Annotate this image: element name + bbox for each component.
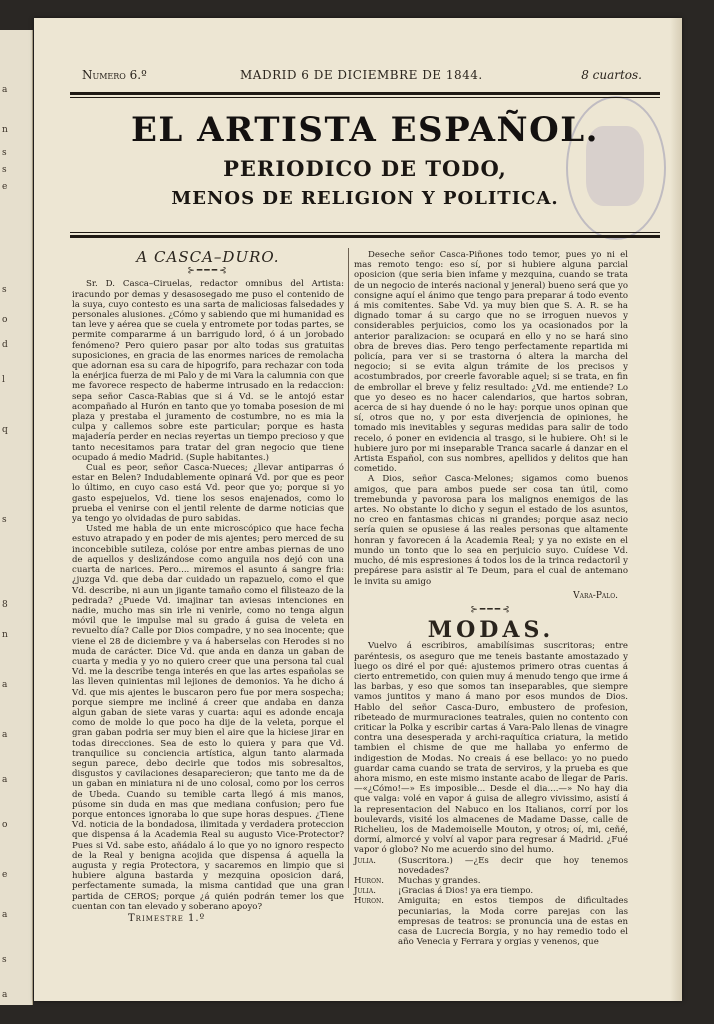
margin-fragment: d bbox=[2, 340, 8, 350]
dialog-line bbox=[354, 856, 628, 876]
dialog-speaker: Julia. bbox=[354, 886, 376, 897]
margin-fragment: n bbox=[2, 630, 8, 640]
margin-fragment: s bbox=[2, 148, 7, 158]
newspaper-motto: MENOS DE RELIGION Y POLITICA. bbox=[171, 188, 559, 209]
dialog-text: (Suscritora.) —¿Es decir que hoy tenemos novedades? bbox=[398, 855, 628, 876]
margin-fragment: 8 bbox=[2, 600, 8, 610]
margin-fragment: a bbox=[2, 775, 8, 785]
margin-fragment: a bbox=[2, 990, 8, 1000]
issue-number: Numero 6.º bbox=[82, 68, 147, 82]
article-paragraph: Sr. D. Casca–Ciruelas, redactor omnibus del Artista: iracundo por demas y desasosegado me puso el contenido de la suya, cuyo contesto es una sarta de maliciosas falsedades y personales alusiones. ¿Cómo y sabiendo que mi humanidad es tan leve y aérea que se cuela y entromete por todas partes, se permite compararme á un barrigudo lord, ó á un jorobado fenómeno? Pero quiero pasar por alto todas sus gratuitas suposiciones, en gracia de las enormes narices de remolacha que adornan esa su cara de hipogrifo, para rechazar con toda la enérjica fuerza de mi Palo y de mi Vara la calumnia con que me favorece respecto de haberme intrusado en la redaccion: sepa señor Casca-Rabias que si á Vd. se le antojó estar acompañado al Hurón en tanto que yo tomaba posesion de mi plaza y prestaba el juramento de costumbre, no es mia la culpa y callemos sobre este particular; porque es hasta majadería perder en necias reyertas un tiempo precioso y que tanto necesitamos para tratar del gran negocio que tiene ocupado á medio Madrid. (Suple habitantes.) bbox=[72, 279, 344, 463]
margin-fragment: a bbox=[2, 910, 8, 920]
margin-fragment: l bbox=[2, 375, 5, 385]
margin-fragment: e bbox=[2, 182, 8, 192]
dialog-text: Muchas y grandes. bbox=[398, 875, 481, 886]
margin-fragment: n bbox=[2, 125, 8, 135]
dialog-speaker: Huron. bbox=[354, 875, 384, 886]
column-divider bbox=[348, 248, 349, 888]
trimestre-footer: Trimestre 1.º bbox=[128, 913, 206, 924]
newspaper-page bbox=[34, 18, 682, 1001]
margin-fragment: s bbox=[2, 285, 7, 295]
adjacent-page-edge bbox=[0, 30, 33, 1005]
masthead-rule-bottom-thin bbox=[70, 232, 660, 233]
ornament-divider: ⊱━━━⊰ bbox=[187, 266, 229, 277]
newspaper-title: EL ARTISTA ESPAÑOL. bbox=[131, 110, 599, 150]
margin-fragment: e bbox=[2, 870, 8, 880]
margin-fragment: s bbox=[2, 165, 7, 175]
ornament-divider: ⊱━━━⊰ bbox=[470, 604, 512, 615]
issue-date: MADRID 6 DE DICIEMBRE DE 1844. bbox=[240, 68, 483, 82]
dialog-line bbox=[354, 896, 628, 947]
newspaper-subtitle: PERIODICO DE TODO, bbox=[223, 156, 507, 181]
dialog-speaker: Julia. bbox=[354, 855, 376, 866]
left-column bbox=[72, 250, 344, 924]
article-signature: Vara-Palo. bbox=[573, 590, 618, 601]
section-title-modas: MODAS. bbox=[427, 617, 555, 644]
article-paragraph: A Dios, señor Casca-Melones; sigamos como buenos amigos, que para ambos puede ser cosa tan útil, como tremebunda y pavorosa para los malignos enemigos de las artes. No obstante lo dicho y segun el estado de los asuntos, no creo en fantasmas chicas ni grandes; porque asaz necio sería quien se opusiese á las reales personas que altamente honran y favorecen á la Academia Real; y ya no existe en el mundo un tonto que lo sea en perjuicio suyo. Cuídese Vd. mucho, dé mis espresiones á todos los de la trinca redactoril y prepárese para asistir al Te Deum, para el cual de antemano le invita su amigo bbox=[354, 474, 628, 587]
article-title-casca-duro: A CASCA–DURO. bbox=[136, 248, 280, 266]
margin-fragment: o bbox=[2, 315, 8, 325]
margin-fragment: o bbox=[2, 820, 8, 830]
article-paragraph: Vuelvo á escribiros, amabilísimas suscritoras; entre paréntesis, os aseguro que me teneis bastante amostazado y luego os diré el por qué: ajustemos primero otras cuentas á cierto entremetido, con quien muy á menudo tengo que irme á las barbas, y eso que somos tan inseparables, que siempre vamos juntitos y mano á mano por esos mundos de Dios. Hablo del señor Casca-Duro, embustero de profesion, ribeteado de murmuraciones teatrales, quien no contento con criticar la Polka y escribir cartas á Vara-Palo llenas de vinagre contra una desesperada y archi-raquítica criatura, la metido tambien el chisme de que me hallaba yo enfermo de indigestion de Modas. No creais á ese bellaco: yo no puedo guardar cama cuando se trata de serviros, y la prueba es que ahora mismo, en este mismo instante acabo de llegar de Paris.—«¿Cómo!—» Es imposible... Desde el dia....—» No hay dia que valga: volé en vapor á guisa de allegro vivissimo, asistí á la representacion del Nabuco en los Italianos, corrí por los boulevards, visité los almacenes de Madame Dasse, calle de Richelieu, los de Mademoiselle Mouton, y otros; oí, mi, ceñé, dormí, almorcé y volví al vapor para regresar á Madrid. ¿Fué vapor ó globo? No me acuerdo sino del humo. bbox=[354, 641, 628, 856]
article-paragraph: Usted me habla de un ente microscópico que hace fecha estuvo atrapado y en poder de mis ajentes; pero merced de su inconcebible sutileza, colóse por entre ambas piernas de uno de aquellos y deslizándose como anguila nos dejó con una cuarta de narices. Pero.... miremos el asunto á sangre fria: ¿juzga Vd. que deba dar cuidado un rapazuelo, como el que Vd. describe, ni aun un jigante tamaño como el filisteazo de la pedrada? ¿Puede Vd. imajinar tan aviesas intenciones en nadie, mucho mas sin irle ni venirle, como no tenga algun móvil que le impulse mal su grado á guisa de veleta en revuelto día? Calle por Dios compadre, y no sea inocente; que viene el 28 de diciembre y va á haberselas con Herodes si no muda de carácter. Dice Vd. que anda en danza un gaban de cuarta y media y yo no quiero creer que una persona tal cual Vd. me la describe tenga interés en que las artes españolas se las lleven quinientas mil lejiones de demonios. Ya he dicho á Vd. que mis ajentes le buscaron pero fue por mera sospecha; porque siempre me incliné á creer que andaba en danza algun gaban de siete varas y cuarta: aqui es adonde encaja como de molde lo que poco ha dije de la veleta, porque el gran gaban podria ser muy bien el aire que la hiciese jirar en todas direcciones. Sea de esto lo quiera y para que Vd. tranquilice su conciencia artística, algun tanto alarmada segun parece, debo decirle que todos mis sobresaltos, disgustos y cavilaciones desaparecieron; que tanto me da de un gaban en miniatura ni de uno colosal, como por los cerros de Ubeda. Cuando su temible carta llegó á mis manos, púsome sin duda en mas que mediana confusion; pero fue porque entonces ignoraba lo que supe horas despues. ¿Tiene Vd. noticia de la bondadosa, ilimitada y verdadera proteccion que dispensa á la Academia Real su augusto Vice-Protector? Pues si Vd. sabe esto, añádalo á lo que yo no ignoro respecto de la Real y benigna acojida que dispensa á aquella la augusta y regia Protectora, y sacaremos en limpio que si hubiere alguna bastarda y mezquina oposicion dará, perfectamente sumada, la misma cantidad que una gran partida de CEROS; porque ¿á quién podrán temer los que cuentan con tan elevado y soberano apoyo? bbox=[72, 524, 344, 912]
right-column bbox=[354, 250, 628, 947]
article-paragraph: Desechе señor Casca-Piñones todo temor, pues yo ni el mas remoto tengo: eso sí, por si hubiere alguna parcial oposicion (que seria bien infame y mezquina, cuando se trata de un negocio de interés nacional y jeneral) bueno será que yo consigne aquí el ánimo que tengo para preparar á todo evento á mis comitentes. Sabe Vd. ya muy bien que S. A. R. se ha dignado tomar á su cargo que no se irroguen nuevos y considerables perjuicios, como los ya ocasionados por la anterior paralizacion: se ocupará en ello y no se hará sino obra de breves dias. Pero tengo perfectamente repartida mi policía, para ver si se trastorna ó altera la marcha del negocio; si se evita algun trámite de los precisos y acostumbrados, por creerle favorable aquel; si se trata, en fin de embrollar el breve y feliz resultado: ¿Vd. me entiende? Lo que yo deseo es no hacer calendarios, que hartos sobran, acerca de si hay duende ó no le hay: porque unos opinan que sí, otros que no, y por esta diverjencia de opiniones, he tomado mis inevitables y seguras medidas para salir de todo recelo, ó poner en evidencia al trasgo, si le hubiere. Oh! si le hubiere juro por mi inseparable Tranca sacarle á danzar en el Artista Español, con sus nombres, apellidos y delitos que han cometido. bbox=[354, 250, 628, 475]
margin-fragment: s bbox=[2, 955, 7, 965]
article-paragraph: Cual es peor, señor Casca-Nueces; ¿llevar antiparras ó estar en Belen? Indudablemente opinará Vd. por que es peor lo último, en cuyo caso está Vd. peor que yo; porque si yo gasto espejuelos, Vd. tiene los sesos enajenados, como lo prueba el venirse con el jentil relente de darme noticias que ya tengo yo olvidadas de puro sabidas. bbox=[72, 463, 344, 525]
dialog-line bbox=[354, 886, 628, 896]
margin-fragment: a bbox=[2, 85, 8, 95]
masthead-rule-top bbox=[70, 92, 660, 95]
dialog-line bbox=[354, 876, 628, 886]
issue-meta-line bbox=[82, 68, 642, 88]
page-edge-shadow bbox=[670, 18, 682, 1001]
masthead-rule-bottom bbox=[70, 235, 660, 238]
margin-fragment: s bbox=[2, 515, 7, 525]
margin-fragment: a bbox=[2, 680, 8, 690]
margin-fragment: a bbox=[2, 730, 8, 740]
dialog-text: Amiguita; en estos tiempos de dificultades pecuniarias, la Moda corre parejas con las empresas de teatros: se pronuncia una de estas en casa de Lucrecia Borgia, y no hay remedio todo el año Venecia y Ferrara y orgias y venenos, que bbox=[398, 896, 628, 948]
dialog-text: ¡Gracias á Dios! ya era tiempo. bbox=[398, 886, 534, 897]
issue-price: 8 cuartos. bbox=[581, 68, 642, 82]
masthead-rule-top-thin bbox=[70, 97, 660, 98]
dialog-speaker: Huron. bbox=[354, 896, 384, 907]
margin-fragment: q bbox=[2, 425, 8, 435]
